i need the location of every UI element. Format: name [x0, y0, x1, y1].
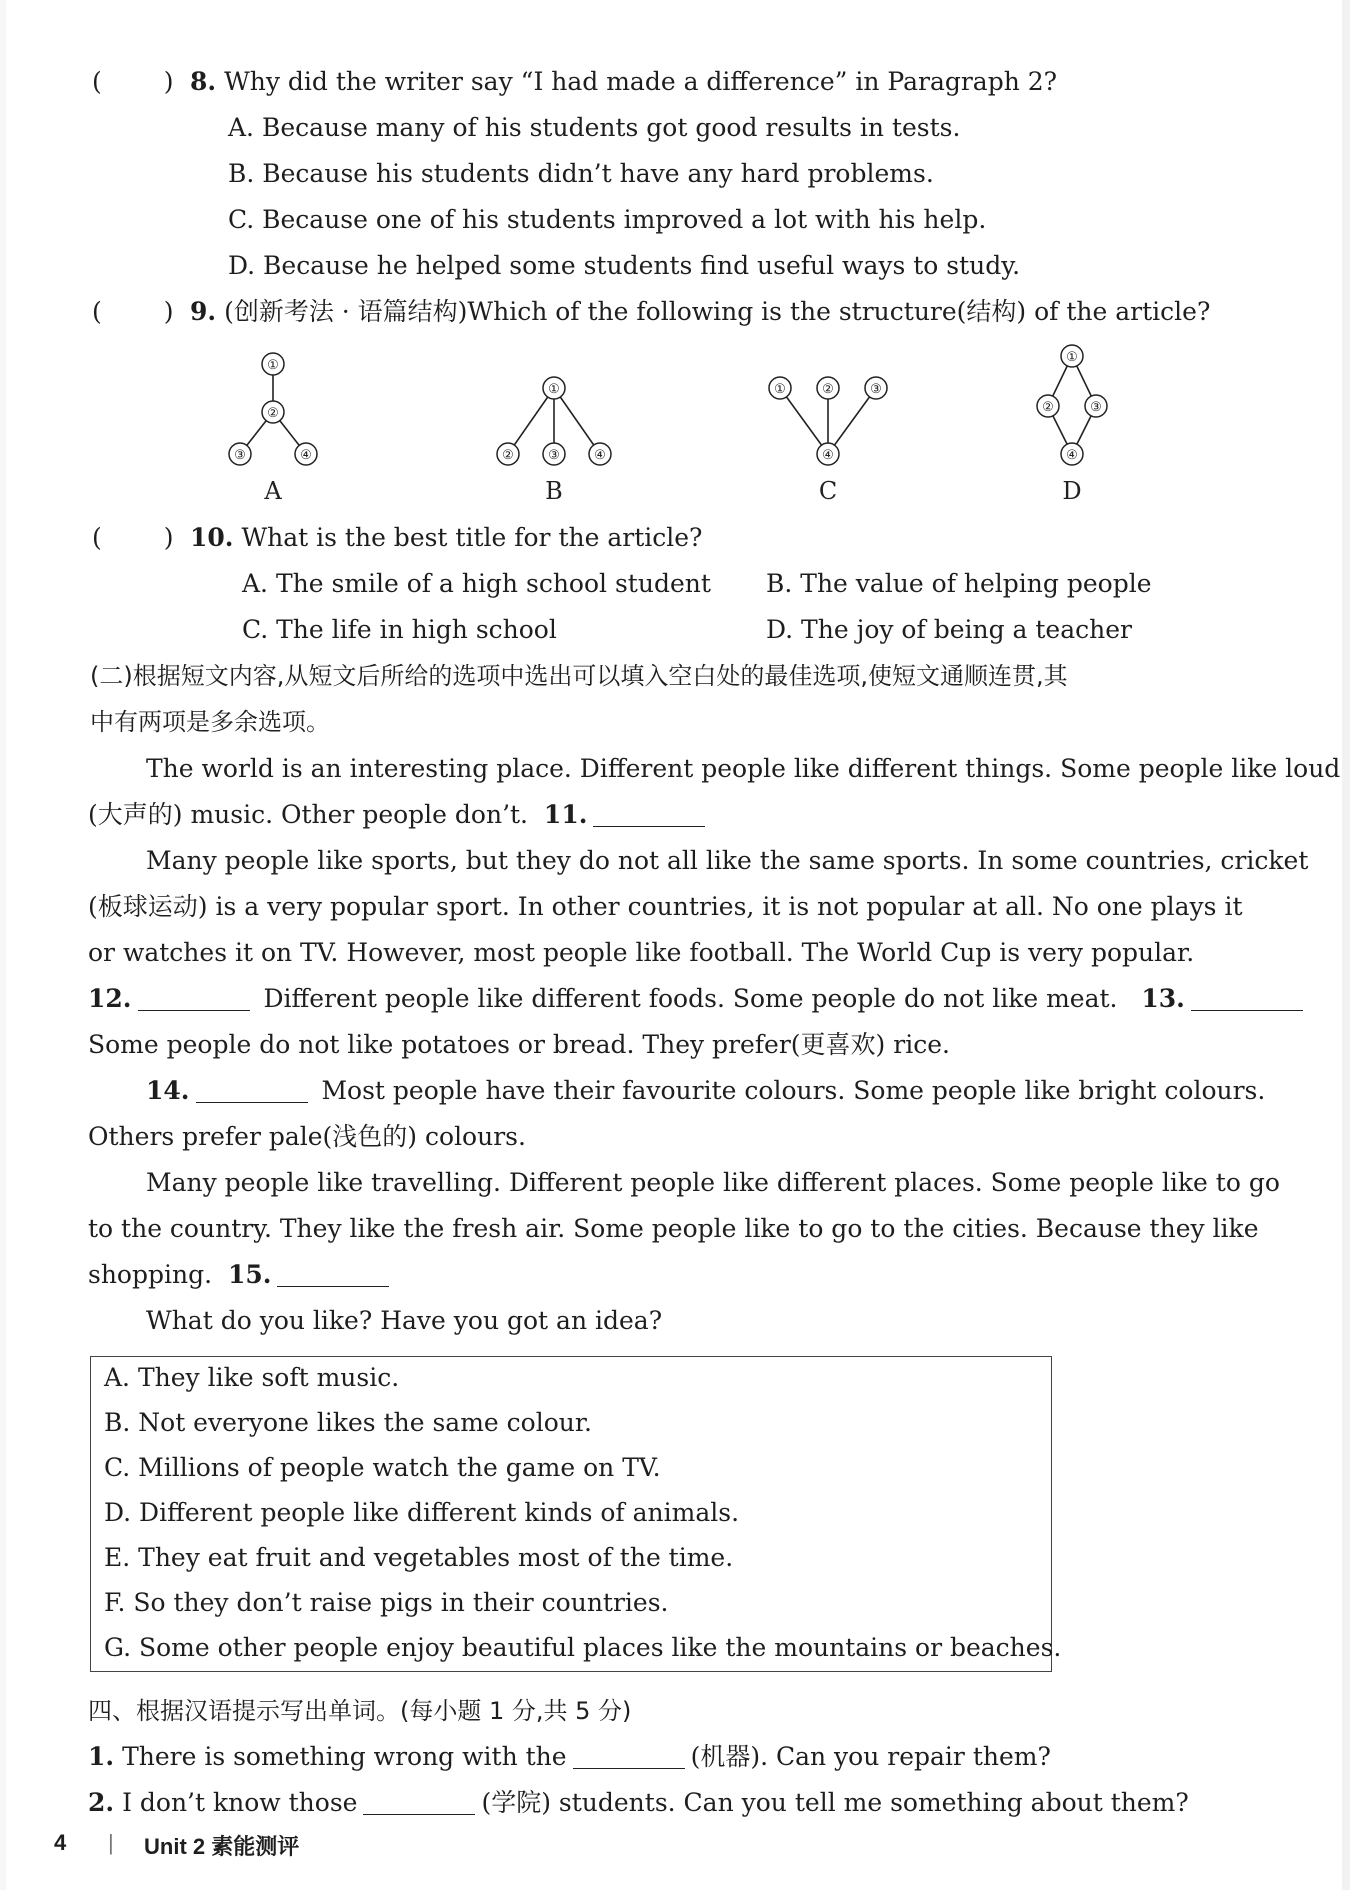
- q10-option-c: C. The life in high school: [242, 615, 557, 644]
- passage-text: (大声的) music. Other people don’t.: [88, 800, 529, 829]
- passage-line: Others prefer pale(浅色的) colours.: [88, 1122, 526, 1151]
- question-text: Why did the writer say “I had made a difference” in Paragraph 2?: [224, 67, 1058, 96]
- diagram-b-letter: B: [545, 477, 563, 505]
- diagram-b-node-label: ④: [594, 448, 606, 463]
- diagram-c-node-label: ②: [822, 382, 834, 397]
- q8-option-b: B. Because his students didn’t have any hard problems.: [228, 159, 934, 188]
- diagram-c-node-label: ①: [774, 382, 786, 397]
- item-text: (机器). Can you repair them?: [690, 1742, 1051, 1771]
- section-4-heading: 四、根据汉语提示写出单词。(每小题 1 分,共 5 分): [88, 1697, 632, 1725]
- word-blank-1[interactable]: [573, 1746, 685, 1769]
- q10-option-d: D. The joy of being a teacher: [766, 615, 1132, 644]
- choice-e: E. They eat fruit and vegetables most of the time.: [104, 1543, 734, 1572]
- blank-number: 12.: [88, 984, 132, 1013]
- item-number: 2.: [88, 1788, 115, 1817]
- q8-option-a: A. Because many of his students got good results in tests.: [228, 113, 961, 142]
- item-text: (学院) students. Can you tell me something about them?: [481, 1788, 1189, 1817]
- choice-f: F. So they don’t raise pigs in their countries.: [104, 1588, 669, 1617]
- passage-line: or watches it on TV. However, most people like football. The World Cup is very popular.: [88, 938, 1195, 967]
- diagram-a-node-label: ②: [267, 406, 279, 421]
- blank-15[interactable]: [277, 1264, 389, 1287]
- diagram-a-letter: A: [264, 477, 282, 505]
- bracket-close: ): [163, 67, 174, 96]
- q10-option-b: B. The value of helping people: [766, 569, 1152, 598]
- question-text: (创新考法 · 语篇结构)Which of the following is the structure(结构) of the article?: [224, 297, 1211, 326]
- passage-line: Some people do not like potatoes or bread. They prefer(更喜欢) rice.: [88, 1030, 950, 1059]
- choice-a: A. They like soft music.: [104, 1363, 400, 1392]
- bracket-open: (: [92, 523, 102, 552]
- word-blank-2[interactable]: [363, 1792, 475, 1815]
- question-number: 8.: [190, 67, 217, 96]
- page-edge-shadow-left: [0, 0, 6, 1890]
- page-number: 4: [54, 1830, 67, 1855]
- diagram-d-node-label: ①: [1066, 350, 1078, 365]
- footer-unit-label: Unit 2 素能测评: [144, 1834, 300, 1859]
- diagram-d-node-label: ②: [1042, 400, 1054, 415]
- passage-line: Many people like sports, but they do not all like the same sports. In some countries, cricket: [146, 846, 1309, 875]
- blank-11[interactable]: [593, 804, 705, 827]
- choice-c: C. Millions of people watch the game on TV.: [104, 1453, 661, 1482]
- diagram-d-node-label: ③: [1090, 400, 1102, 415]
- footer-separator: |: [108, 1830, 114, 1855]
- passage-line: [88, 799, 711, 831]
- diagram-b-node-label: ③: [548, 448, 560, 463]
- diagram-c-node-label: ③: [870, 382, 882, 397]
- diagram-c-letter: C: [818, 477, 838, 505]
- diagram-b-node-label: ②: [502, 448, 514, 463]
- blank-12[interactable]: [138, 988, 250, 1011]
- diagram-a-node-label: ③: [234, 448, 246, 463]
- q8-stem: [190, 66, 1057, 98]
- passage-line: Many people like travelling. Different people like different places. Some people like to go: [146, 1168, 1280, 1197]
- choice-b: B. Not everyone likes the same colour.: [104, 1408, 593, 1437]
- question-text: What is the best title for the article?: [241, 523, 703, 552]
- passage-line: What do you like? Have you got an idea?: [146, 1306, 663, 1335]
- passage-line: [88, 983, 1309, 1015]
- item-text: There is something wrong with the: [122, 1742, 567, 1771]
- diagram-d-node-label: ④: [1066, 448, 1078, 463]
- blank-number: 11.: [543, 800, 588, 829]
- blank-number: 14.: [146, 1076, 190, 1105]
- passage-text: Different people like different foods. Some people do not like meat.: [263, 984, 1118, 1013]
- choice-g: G. Some other people enjoy beautiful places like the mountains or beaches.: [104, 1633, 1062, 1662]
- page-edge-shadow: [1342, 0, 1350, 1890]
- q10-stem: [190, 522, 702, 554]
- question-number: 10.: [190, 523, 234, 552]
- passage-line: [146, 1075, 1265, 1107]
- q8-option-d: D. Because he helped some students find useful ways to study.: [228, 251, 1021, 280]
- blank-14[interactable]: [196, 1080, 308, 1103]
- structure-diagrams: [0, 340, 1350, 510]
- bracket-close: ): [163, 297, 174, 326]
- blank-number: 13.: [1141, 984, 1185, 1013]
- diagram-a-node-label: ①: [267, 358, 279, 373]
- section-2-instruction-line2: 中有两项是多余选项。: [90, 708, 330, 736]
- passage-line: to the country. They like the fresh air. Some people like to go to the cities. Because they like: [88, 1214, 1259, 1243]
- q10-answer-bracket[interactable]: [92, 522, 174, 554]
- passage-line: (板球运动) is a very popular sport. In other countries, it is not popular at all. No one plays it: [88, 892, 1243, 921]
- choice-d: D. Different people like different kinds of animals.: [104, 1498, 740, 1527]
- q9-stem: [190, 296, 1210, 328]
- question-number: 9.: [190, 297, 217, 326]
- q8-option-c: C. Because one of his students improved a lot with his help.: [228, 205, 987, 234]
- passage-text: Most people have their favourite colours. Some people like bright colours.: [321, 1076, 1266, 1105]
- bracket-close: ): [163, 523, 174, 552]
- passage-line: [88, 1259, 395, 1291]
- passage-text: shopping.: [88, 1260, 213, 1289]
- item-text: I don’t know those: [122, 1788, 358, 1817]
- blank-number: 15.: [227, 1260, 272, 1289]
- passage-line: The world is an interesting place. Different people like different things. Some people like loud: [146, 754, 1341, 783]
- blank-13[interactable]: [1191, 988, 1303, 1011]
- diagram-a-node-label: ④: [300, 448, 312, 463]
- bracket-open: (: [92, 297, 102, 326]
- item-number: 1.: [88, 1742, 115, 1771]
- q9-answer-bracket[interactable]: [92, 296, 174, 328]
- q8-answer-bracket[interactable]: [92, 66, 174, 98]
- section-4-item-1: [88, 1741, 1051, 1773]
- section-2-instruction-line1: (二)根据短文内容,从短文后所给的选项中选出可以填入空白处的最佳选项,使短文通顺连贯,其: [90, 662, 1068, 690]
- diagram-b-node-label: ①: [548, 382, 560, 397]
- diagram-d-letter: D: [1062, 477, 1082, 505]
- bracket-open: (: [92, 67, 102, 96]
- q10-option-a: A. The smile of a high school student: [242, 569, 711, 598]
- diagram-c-node-label: ④: [822, 448, 834, 463]
- section-4-item-2: [88, 1787, 1189, 1819]
